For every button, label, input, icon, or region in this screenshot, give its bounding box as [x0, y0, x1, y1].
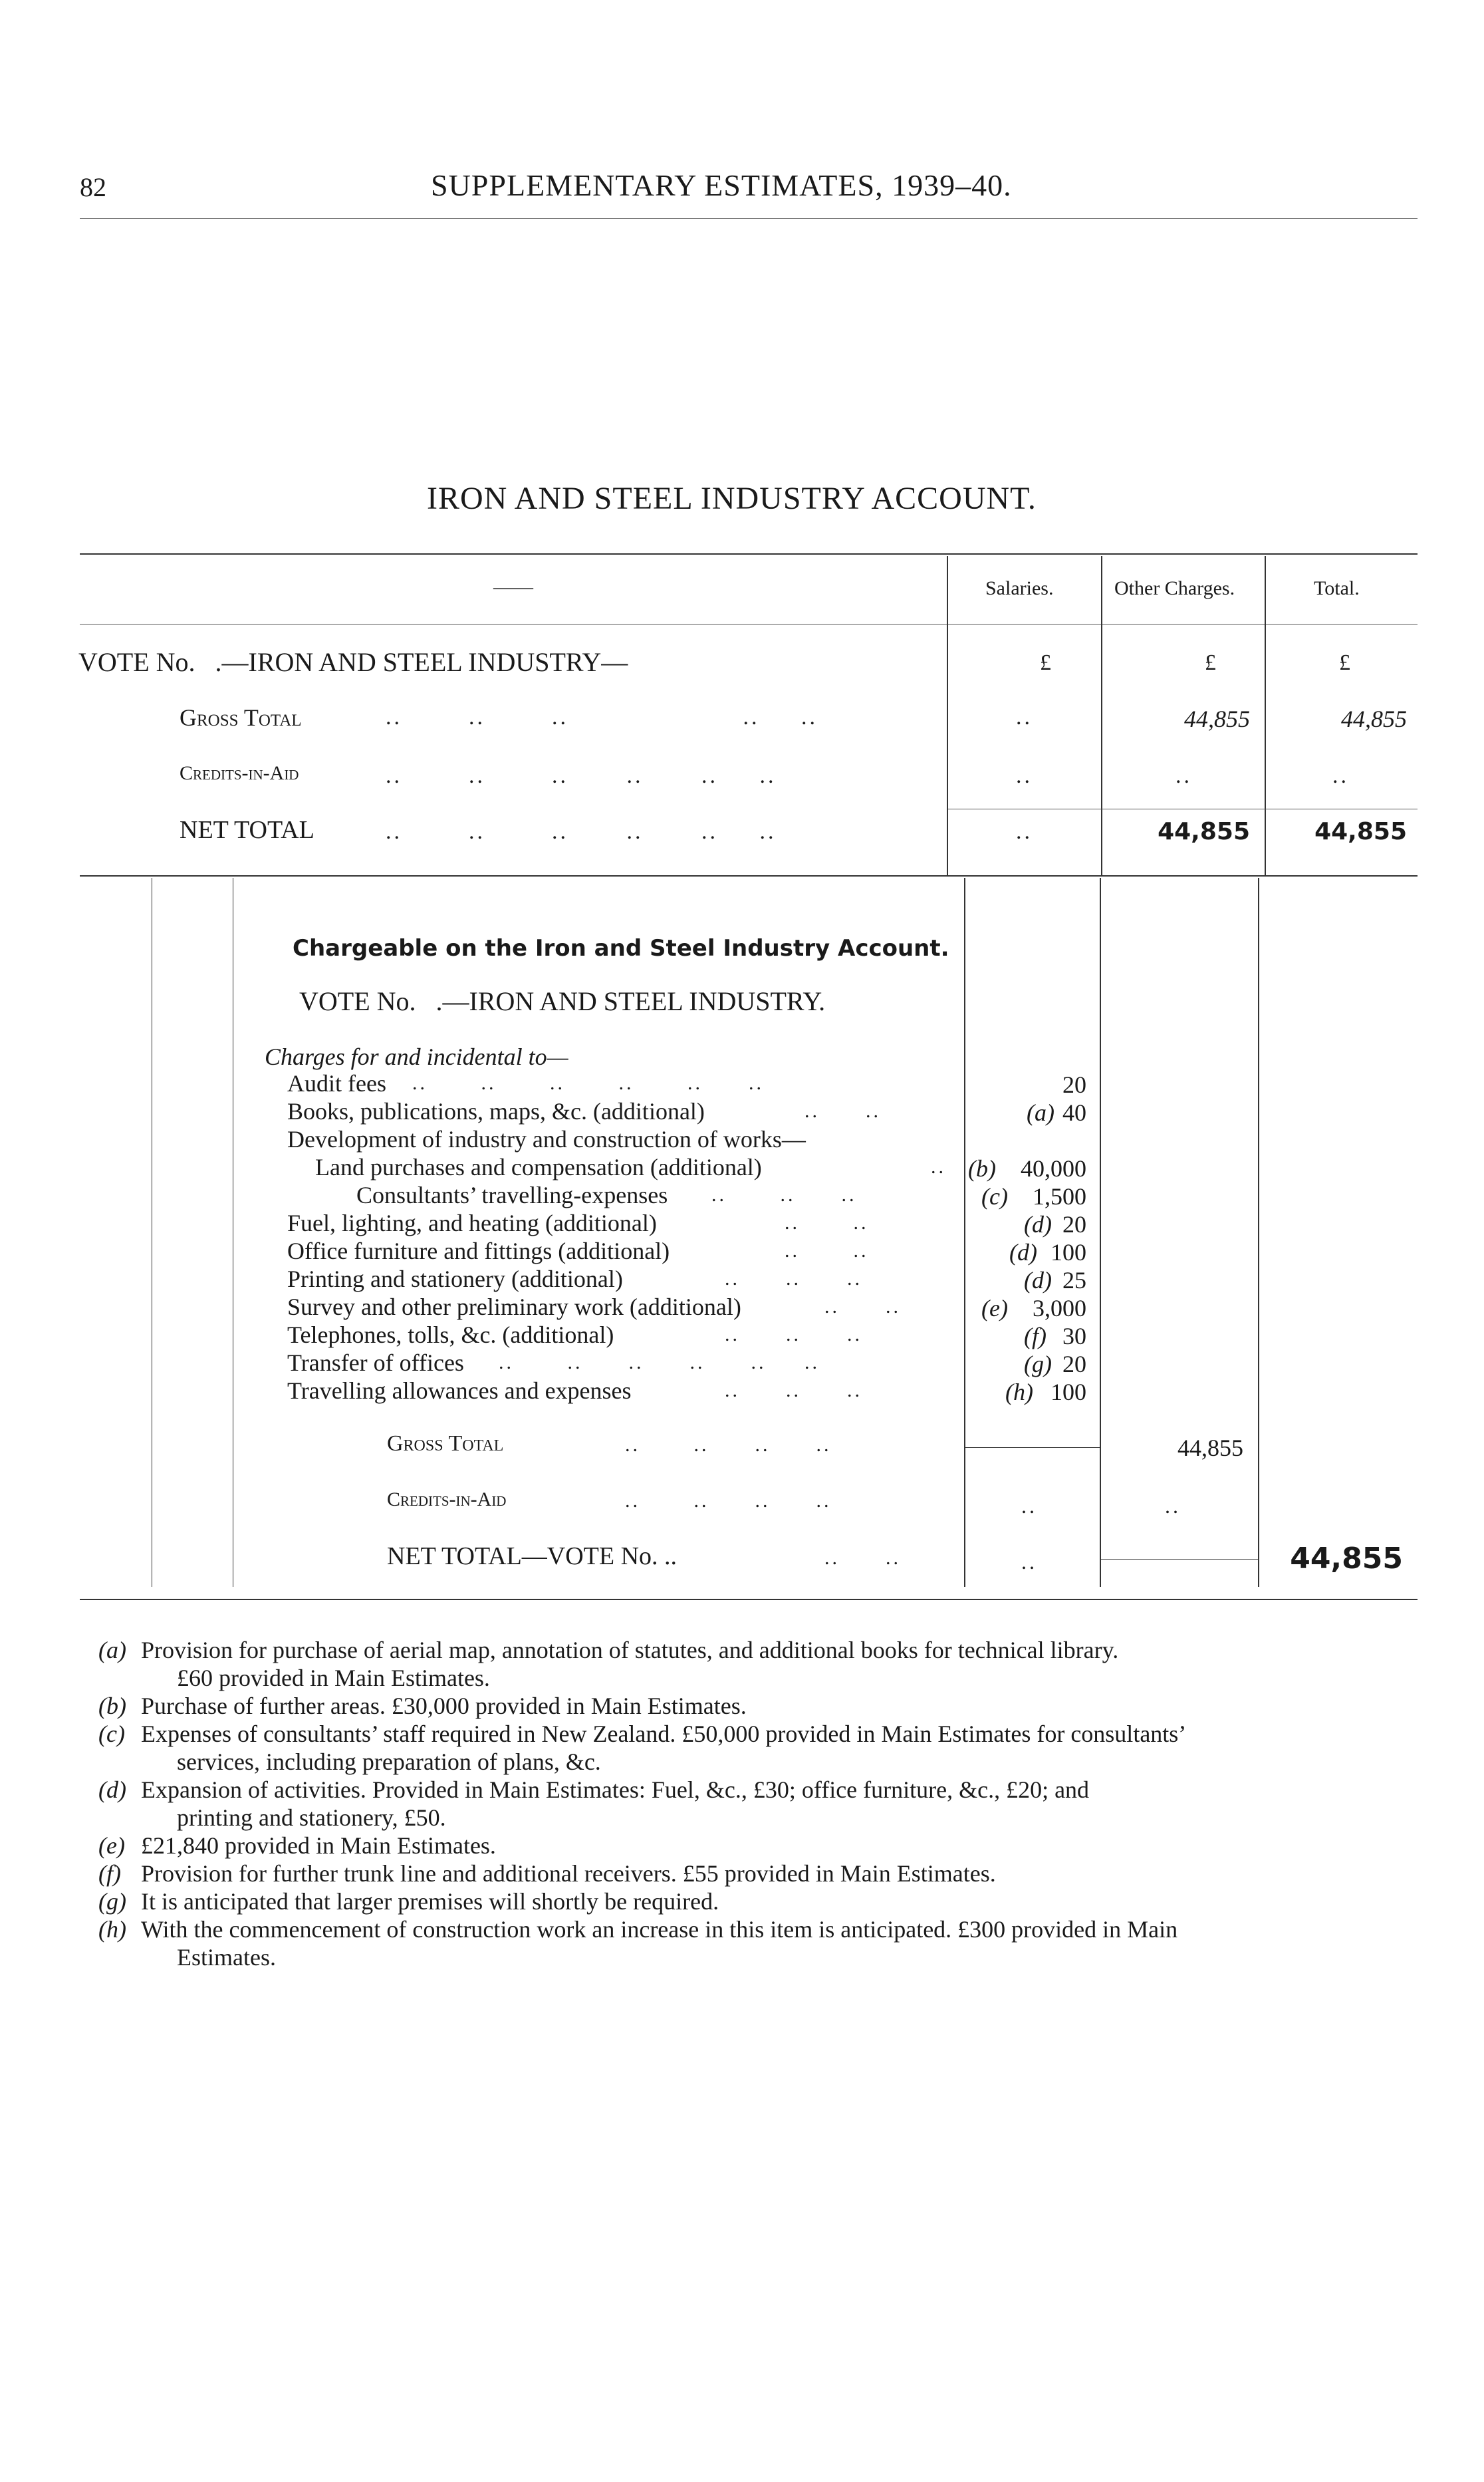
item-ref: (c) [981, 1183, 1008, 1210]
item-ref: (d) [1009, 1239, 1037, 1266]
item-leader: .. .. .. [711, 1184, 857, 1206]
detail-credits-leader: .. .. .. .. [625, 1490, 832, 1512]
list-item: Printing and stationery (additional) [287, 1266, 623, 1292]
list-item: Audit fees [287, 1070, 386, 1097]
detail-divider-e [1258, 878, 1259, 1587]
summary-gross-label: Gross Total [180, 704, 302, 731]
item-ref: (d) [1024, 1267, 1052, 1294]
vote-heading: VOTE No. .—IRON AND STEEL INDUSTRY. [299, 986, 826, 1016]
item-leader: .. .. .. [725, 1268, 862, 1290]
vote-line: VOTE No. .—IRON AND STEEL INDUSTRY— [78, 647, 628, 677]
item-ref: (a) [1027, 1099, 1054, 1126]
footnote-cont: services, including preparation of plans, &c. [177, 1748, 601, 1775]
detail-divider-c [964, 878, 965, 1587]
list-item: Books, publications, maps, &c. (additional) [287, 1098, 705, 1125]
footnote-f [98, 1860, 1388, 1887]
item-amount: 20 [1062, 1211, 1086, 1238]
currency-salaries: £ [1040, 650, 1051, 675]
footnote-label: (c) [98, 1721, 125, 1747]
summary-net-salaries: .. [1016, 819, 1033, 844]
footnote-g [98, 1887, 1388, 1915]
footnote-cont: Estimates. [177, 1944, 276, 1971]
item-ref: (g) [1024, 1351, 1052, 1377]
currency-total: £ [1339, 650, 1350, 675]
detail-credits-value-2: .. [1165, 1494, 1181, 1518]
footnote-text: Expansion of activities. Provided in Main Estimates: Fuel, &c., £30; office furniture, &c., £20; and [141, 1776, 1090, 1803]
item-ref: (b) [968, 1155, 996, 1182]
footnote-label: (f) [98, 1860, 121, 1887]
item-amount: 100 [1051, 1379, 1086, 1405]
footnote-label: (g) [98, 1888, 126, 1915]
list-item: Development of industry and construction of works— [287, 1126, 806, 1153]
item-amount: 30 [1062, 1323, 1086, 1349]
detail-net-leader: .. .. [824, 1547, 901, 1569]
col-total-header: Total. [1314, 577, 1360, 599]
item-leader: .. .. [804, 1100, 881, 1122]
item-amount: 100 [1051, 1239, 1086, 1266]
charges-intro: Charges for and incidental to— [265, 1043, 568, 1070]
footnote-d [98, 1776, 1388, 1832]
item-leader: .. .. [785, 1240, 869, 1262]
detail-divider-d [1100, 878, 1101, 1587]
summary-net-leader: .. .. .. .. .. .. [386, 819, 777, 844]
item-amount: 25 [1062, 1267, 1086, 1294]
detail-net-total-value: 44,855 [1290, 1542, 1403, 1576]
summary-col-divider-1 [947, 556, 948, 875]
detail-gross-label: Gross Total [387, 1431, 504, 1456]
detail-gross-value: 44,855 [1177, 1435, 1243, 1461]
list-item: Transfer of offices [287, 1349, 464, 1376]
list-item: Travelling allowances and expenses [287, 1377, 632, 1404]
summary-net-other: 44,855 [1158, 818, 1250, 845]
footnote-text: With the commencement of construction work an increase in this item is anticipated. £300 provided in Main [141, 1916, 1178, 1943]
footnote-cont: printing and stationery, £50. [177, 1804, 446, 1831]
item-ref: (e) [981, 1295, 1008, 1321]
summary-gross-other: 44,855 [1184, 706, 1250, 732]
summary-bottom-rule [80, 875, 1418, 877]
item-amount: 40,000 [1021, 1155, 1086, 1182]
item-ref: (f) [1024, 1323, 1047, 1349]
col-other-header: Other Charges. [1114, 577, 1235, 599]
summary-net-total: 44,855 [1314, 818, 1407, 845]
section-title: IRON AND STEEL INDUSTRY ACCOUNT. [427, 481, 1037, 516]
item-amount: 40 [1062, 1099, 1086, 1126]
col-blank-header: —— [493, 576, 533, 598]
footnote-label: (b) [98, 1693, 126, 1719]
item-leader: .. .. [785, 1212, 869, 1234]
detail-net-rule [1101, 1559, 1258, 1560]
item-leader: .. .. .. .. .. .. [412, 1072, 764, 1094]
footnote-label: (a) [98, 1637, 126, 1663]
item-leader: .. [931, 1156, 946, 1178]
col-salaries-header: Salaries. [985, 577, 1054, 599]
item-leader: .. .. .. .. .. .. [499, 1351, 820, 1373]
detail-net-label: NET TOTAL—VOTE No. .. [387, 1542, 678, 1570]
footnote-text: It is anticipated that larger premises will shortly be required. [141, 1888, 719, 1915]
footnote-text: Provision for purchase of aerial map, annotation of statutes, and additional books for technical library. [141, 1637, 1119, 1663]
footnote-label: (d) [98, 1776, 126, 1803]
summary-gross-total: 44,855 [1341, 706, 1407, 732]
footnote-text: Purchase of further areas. £30,000 provided in Main Estimates. [141, 1693, 747, 1719]
footnote-text: Expenses of consultants’ staff required in New Zealand. £50,000 provided in Main Estimates for consultants’ [141, 1721, 1187, 1747]
item-ref: (d) [1024, 1211, 1052, 1238]
detail-credits-label: Credits-in-Aid [387, 1488, 507, 1510]
detail-credits-value-1: .. [1021, 1494, 1037, 1518]
footnote-text: £21,840 provided in Main Estimates. [141, 1832, 496, 1859]
summary-credits-other: .. [1175, 763, 1192, 788]
list-item: Fuel, lighting, and heating (additional) [287, 1210, 657, 1236]
item-ref: (h) [1005, 1379, 1033, 1405]
list-item: Telephones, tolls, &c. (additional) [287, 1321, 614, 1348]
footnote-cont: £60 provided in Main Estimates. [177, 1665, 490, 1691]
item-amount: 1,500 [1033, 1183, 1086, 1210]
footnote-label: (h) [98, 1916, 126, 1943]
detail-net-value-1: .. [1021, 1550, 1037, 1574]
list-item: Office furniture and fittings (additional) [287, 1238, 670, 1264]
summary-col-divider-2 [1101, 556, 1102, 875]
footnote-b [98, 1692, 1388, 1720]
footnote-a [98, 1636, 1388, 1692]
footnote-text: Provision for further trunk line and additional receivers. £55 provided in Main Estimates. [141, 1860, 996, 1887]
chargeable-heading: Chargeable on the Iron and Steel Industry Account. [293, 935, 949, 962]
summary-credits-label: Credits-in-Aid [180, 762, 299, 784]
summary-credits-total: .. [1332, 763, 1349, 788]
running-title: SUPPLEMENTARY ESTIMATES, 1939–40. [431, 168, 1012, 202]
list-item: Consultants’ travelling-expenses [356, 1182, 668, 1208]
page-number: 82 [80, 172, 106, 202]
summary-col-divider-3 [1265, 556, 1266, 875]
summary-net-label: NET TOTAL [180, 816, 314, 844]
item-leader: .. .. [824, 1296, 901, 1317]
footnote-e [98, 1832, 1388, 1860]
footnote-c [98, 1720, 1388, 1776]
detail-gross-leader: .. .. .. .. [625, 1434, 832, 1456]
footnote-label: (e) [98, 1832, 125, 1859]
item-leader: .. .. .. [725, 1379, 862, 1401]
summary-credits-salaries: .. [1016, 763, 1033, 788]
footnote-h [98, 1915, 1388, 1971]
item-amount: 20 [1062, 1351, 1086, 1377]
list-item: Survey and other preliminary work (additional) [287, 1294, 741, 1320]
detail-bottom-rule [80, 1599, 1418, 1600]
summary-top-rule [80, 553, 1418, 555]
list-item: Land purchases and compensation (additional) [315, 1154, 762, 1180]
item-leader: .. .. .. [725, 1323, 862, 1345]
summary-gross-salaries: .. [1016, 705, 1033, 730]
summary-credits-leader: .. .. .. .. .. .. [386, 763, 777, 788]
summary-gross-leader: .. .. .. .. .. [386, 705, 818, 730]
detail-items-rule [965, 1447, 1100, 1448]
header-rule [80, 218, 1418, 219]
currency-other: £ [1205, 650, 1216, 675]
item-amount: 3,000 [1033, 1295, 1086, 1321]
item-amount: 20 [1062, 1071, 1086, 1098]
